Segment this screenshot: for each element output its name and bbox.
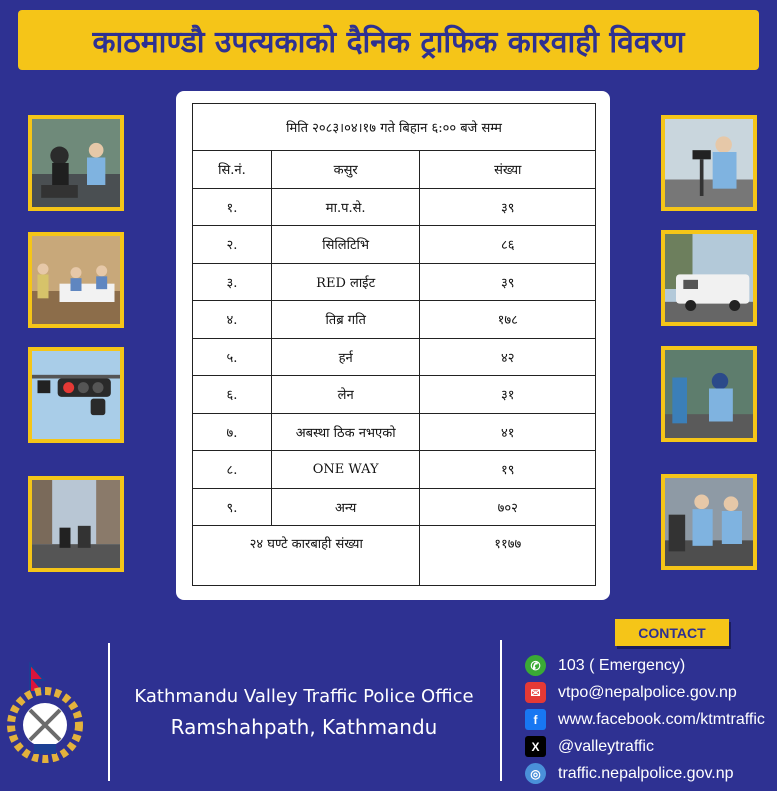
count-cell: ७०२: [420, 488, 596, 526]
photo-busy-street: [28, 476, 124, 572]
phone-icon: ✆: [525, 655, 546, 676]
serial-cell: ७.: [193, 413, 272, 451]
violation-table-card: [176, 91, 610, 600]
office-address: Ramshahpath, Kathmandu: [170, 715, 438, 739]
count-cell: १९: [420, 451, 596, 489]
serial-cell: ८.: [193, 451, 272, 489]
x-icon: X: [525, 736, 546, 757]
office-name: Kathmandu Valley Traffic Police Office: [134, 686, 474, 707]
photo-traffic-stop: [28, 115, 124, 211]
col-header-count: संख्या: [420, 151, 596, 189]
contact-email-text: vtpo@nepalpolice.gov.np: [558, 683, 737, 701]
contact-x-text: @valleytraffic: [558, 737, 654, 755]
table-row: [193, 376, 596, 414]
contact-phone-text: 103 ( Emergency): [558, 656, 686, 674]
count-cell: ८६: [420, 226, 596, 264]
table-total-row: [193, 526, 596, 586]
contact-list: [525, 652, 765, 787]
table-row: [193, 451, 596, 489]
photo-white-van: [661, 230, 757, 326]
email-icon: ✉: [525, 682, 546, 703]
photo-officer-checkpoint: [661, 346, 757, 442]
offense-cell: हर्न: [271, 338, 420, 376]
col-header-offense: कसुर: [271, 151, 420, 189]
count-cell: १७८: [420, 301, 596, 339]
facebook-icon: f: [525, 709, 546, 730]
contact-x[interactable]: [525, 733, 765, 760]
page-title: काठमाण्डौ उपत्यकाको दैनिक ट्राफिक कारवाही विवरण: [92, 24, 685, 60]
photo-officer-speed-gun: [661, 115, 757, 211]
count-cell: ३९: [420, 263, 596, 301]
count-cell: ४२: [420, 338, 596, 376]
photo-traffic-light: [28, 347, 124, 443]
table-row: [193, 488, 596, 526]
offense-cell: अन्य: [271, 488, 420, 526]
serial-cell: १.: [193, 188, 272, 226]
table-date-row: [193, 104, 596, 151]
offense-cell: मा.प.से.: [271, 188, 420, 226]
footer-divider-right: [500, 640, 502, 781]
nepal-police-emblem: [0, 660, 90, 770]
contact-phone[interactable]: [525, 652, 765, 679]
contact-website-text: traffic.nepalpolice.gov.np: [558, 764, 734, 782]
contact-button[interactable]: CONTACT: [615, 619, 729, 646]
offense-cell: लेन: [271, 376, 420, 414]
contact-email[interactable]: [525, 679, 765, 706]
violation-table: [192, 103, 596, 586]
table-row: [193, 301, 596, 339]
photo-desk-office: [28, 232, 124, 328]
serial-cell: ५.: [193, 338, 272, 376]
serial-cell: ९.: [193, 488, 272, 526]
count-cell: ४१: [420, 413, 596, 451]
photo-officers-motorcycle: [661, 474, 757, 570]
globe-icon: ◎: [525, 763, 546, 784]
count-cell: ३१: [420, 376, 596, 414]
offense-cell: RED लाईट: [271, 263, 420, 301]
offense-cell: अबस्था ठिक नभएको: [271, 413, 420, 451]
table-row: [193, 338, 596, 376]
table-row: [193, 413, 596, 451]
contact-facebook-text: www.facebook.com/ktmtraffic: [558, 710, 765, 728]
date-line: मिति २०८३।०४।१७ गते बिहान ६:०० बजे सम्म: [193, 104, 596, 151]
table-row: [193, 188, 596, 226]
serial-cell: ४.: [193, 301, 272, 339]
col-header-serial: सि.नं.: [193, 151, 272, 189]
contact-website[interactable]: [525, 760, 765, 787]
serial-cell: ३.: [193, 263, 272, 301]
total-label: २४ घण्टे कारबाही संख्या: [193, 526, 420, 586]
contact-facebook[interactable]: [525, 706, 765, 733]
count-cell: ३९: [420, 188, 596, 226]
table-header-row: [193, 151, 596, 189]
table-row: [193, 226, 596, 264]
office-info: [112, 682, 496, 742]
serial-cell: २.: [193, 226, 272, 264]
offense-cell: ONE WAY: [271, 451, 420, 489]
total-value: ११७७: [420, 526, 596, 586]
table-row: [193, 263, 596, 301]
offense-cell: सिलिटिभि: [271, 226, 420, 264]
serial-cell: ६.: [193, 376, 272, 414]
offense-cell: तिब्र गति: [271, 301, 420, 339]
page-title-banner: [18, 10, 759, 70]
footer-divider-left: [108, 643, 110, 781]
